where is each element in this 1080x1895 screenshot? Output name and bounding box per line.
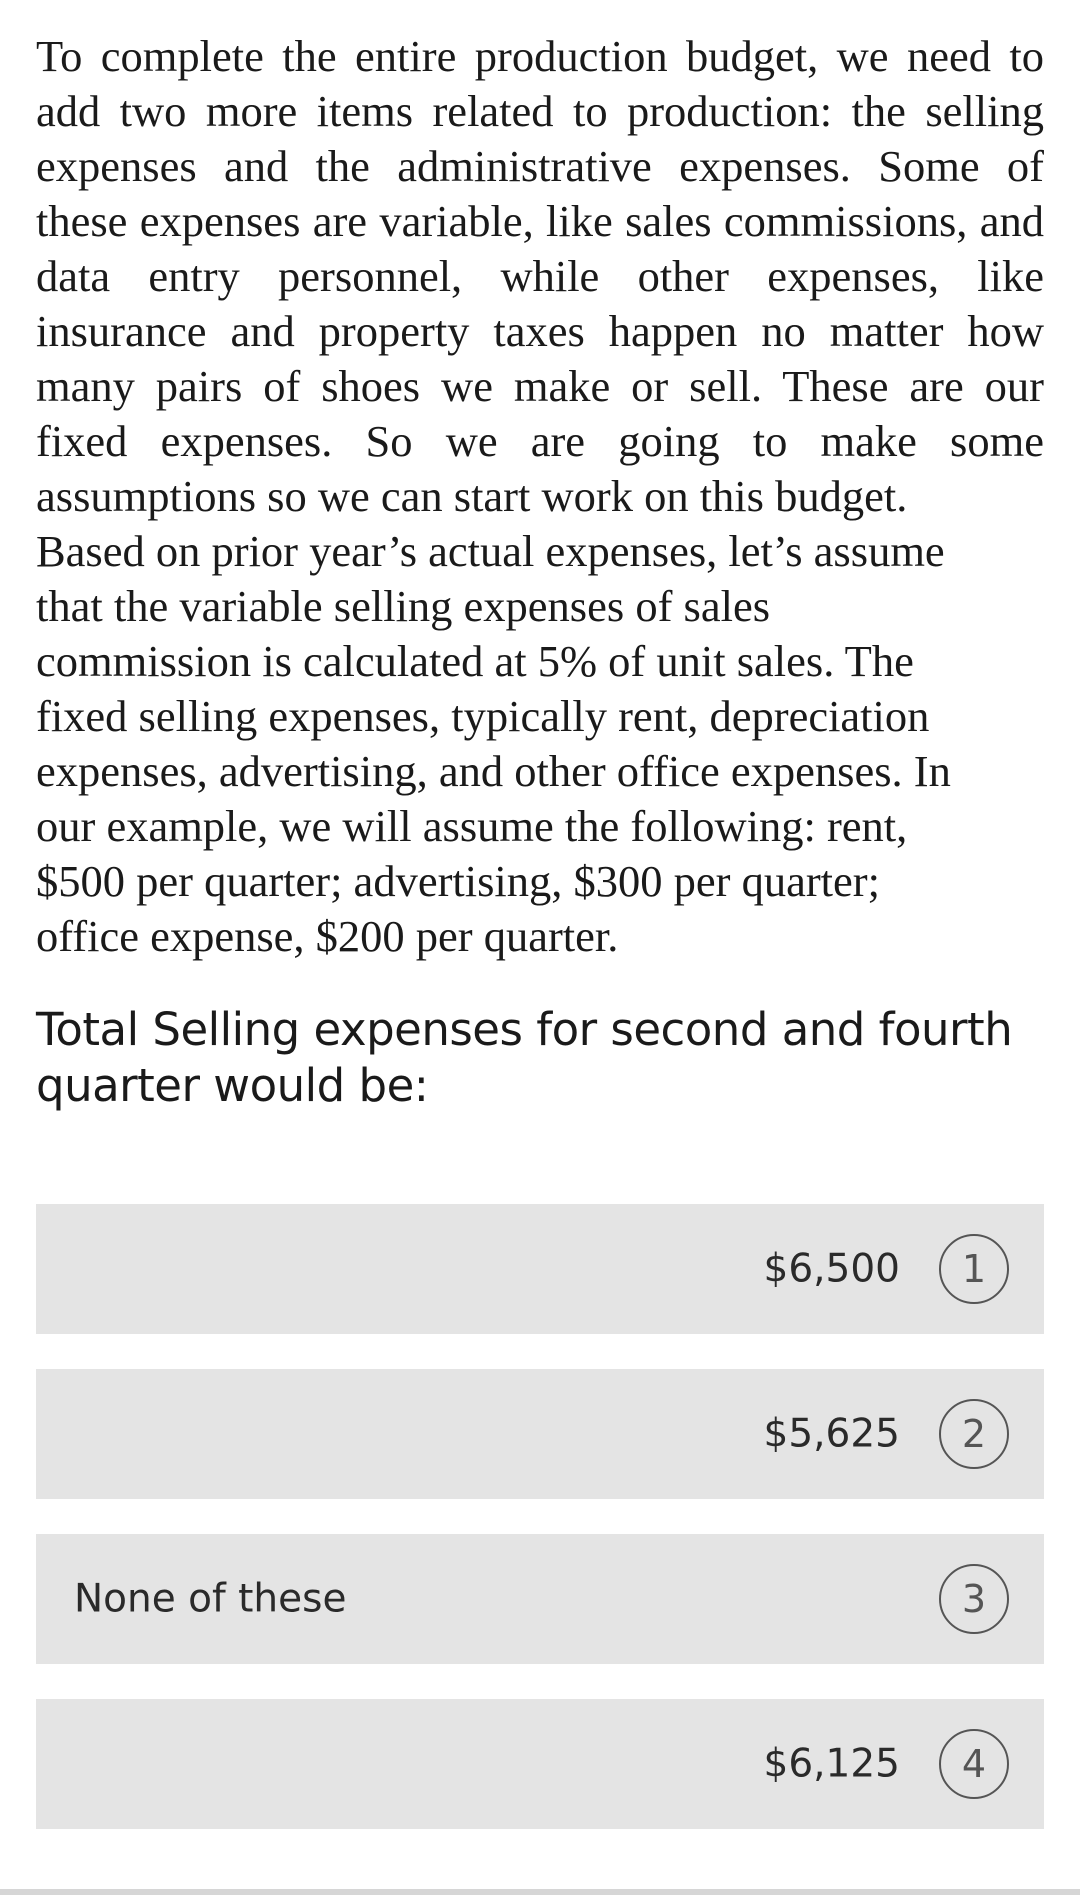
passage-line: our example, we will assume the following: rent, xyxy=(36,801,908,851)
question-text: Total Selling expenses for second and fourth quarter would be: xyxy=(36,1003,1013,1112)
answer-option-label: $5,625 xyxy=(763,1411,900,1457)
passage-line: Based on prior year’s actual expenses, let’s assume xyxy=(36,526,945,576)
passage-paragraph-1: To complete the entire production budget, we need to add two more items related to production: the selling expenses and the administrative expenses. Some of these expenses are variable, like sales commissions, and data entry personnel, while other expenses, like insurance and property taxes happen no matter how many pairs of shoes we make or sell. These are our fixed expenses. So we are going to make some assumptions so we can start work on this budget. xyxy=(36,31,1044,521)
answer-option-4[interactable] xyxy=(36,1699,1044,1829)
passage-paragraph-2 xyxy=(36,524,1044,964)
option-number-badge: 2 xyxy=(939,1399,1009,1469)
option-number-badge: 4 xyxy=(939,1729,1009,1799)
passage-line: expenses, advertising, and other office expenses. In xyxy=(36,746,951,796)
answer-option-label: $6,125 xyxy=(763,1741,900,1787)
passage-line: that the variable selling expenses of sales xyxy=(36,581,771,631)
answer-option-label: None of these xyxy=(74,1576,347,1622)
answer-option-2[interactable] xyxy=(36,1369,1044,1499)
passage-line: $500 per quarter; advertising, $300 per quarter; xyxy=(36,856,880,906)
quiz-content xyxy=(36,0,1044,1864)
bottom-divider xyxy=(0,1889,1080,1895)
option-number-badge: 3 xyxy=(939,1564,1009,1634)
passage-line: commission is calculated at 5% of unit sales. The xyxy=(36,636,914,686)
answer-option-label: $6,500 xyxy=(763,1246,900,1292)
option-number-badge: 1 xyxy=(939,1234,1009,1304)
answer-option-3[interactable] xyxy=(36,1534,1044,1664)
passage-line: fixed selling expenses, typically rent, depreciation xyxy=(36,691,930,741)
answer-options xyxy=(36,1204,1044,1829)
passage-line: office expense, $200 per quarter. xyxy=(36,911,619,961)
answer-option-1[interactable] xyxy=(36,1204,1044,1334)
